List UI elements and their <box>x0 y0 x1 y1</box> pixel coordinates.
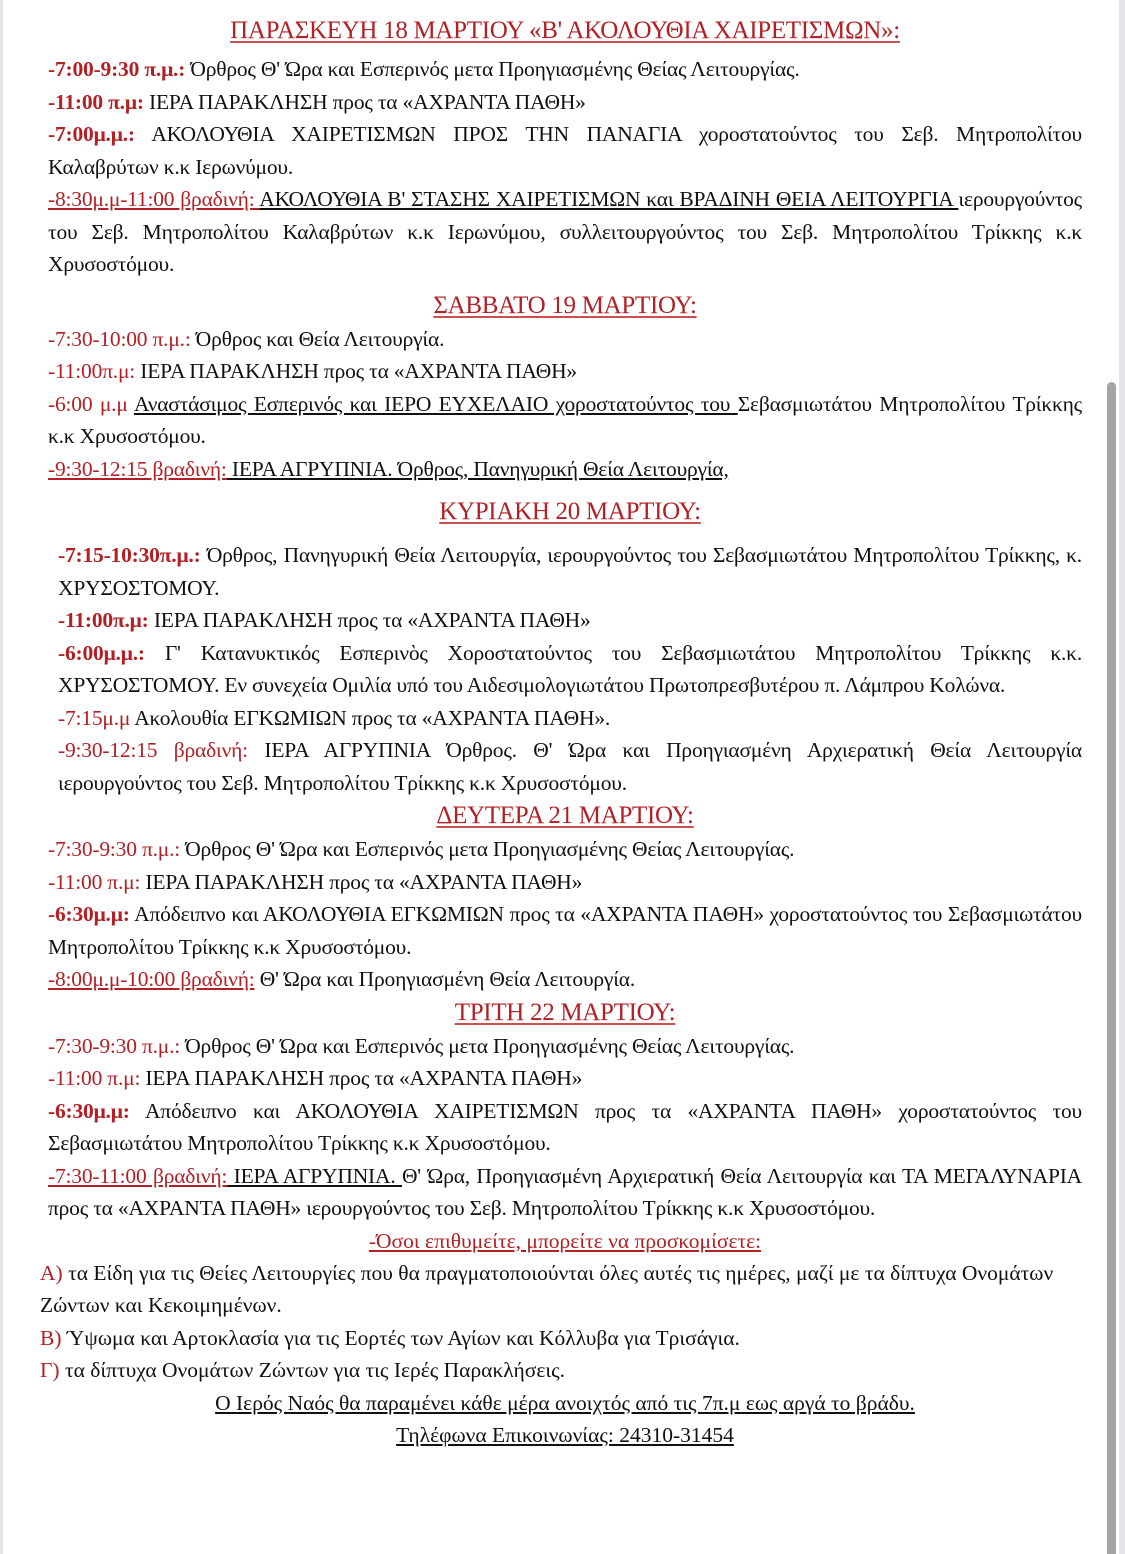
schedule-entry <box>48 833 1082 866</box>
entry-text: Απόδειπνο και ΑΚΟΛΟΥΘΙΑ ΕΓΚΩΜΙΩΝ προς τα «ΑΧΡΑΝΤΑ ΠΑΘΗ» χοροστατούντος του Σεβασμιωτάτου Μητροπολίτου Τρίκκης κ.κ Χρυσοστόμου. <box>48 902 1082 959</box>
offerings-title: -Όσοι επιθυμείτε, μπορείτε να προσκομίσετε: <box>368 1228 762 1253</box>
schedule-entry <box>58 637 1082 702</box>
entry-text: Όρθρος, Πανηγυρική Θεία Λειτουργία, ιερουργούντος του Σεβασμιωτάτου Μητροπολίτου Τρίκκης, κ. ΧΡΥΣΟΣΤΟΜΟΥ. <box>58 543 1082 600</box>
entry-time: -7:30-10:00 π.μ.: <box>48 326 191 351</box>
entry-text-underlined: ΙΕΡΑ ΑΓΡΥΠΝΙΑ. <box>227 1163 402 1188</box>
entry-time: -11:00 π.μ: <box>48 869 141 894</box>
schedule-entry <box>48 898 1082 963</box>
entry-time: -7:30-11:00 βραδινή: <box>48 1163 228 1188</box>
document-footer <box>48 1387 1082 1452</box>
schedule-entry <box>58 702 1082 735</box>
schedule-entry <box>48 118 1082 183</box>
entry-time: -7:30-9:30 π.μ.: <box>48 837 181 861</box>
entry-time: -9:30-12:15 βραδινή: <box>58 738 248 762</box>
item-text: Ύψωμα και Αρτοκλασία για τις Εορτές των Αγίων και Κόλλυβα για Τρισάγια. <box>61 1325 740 1350</box>
day-heading: ΠΑΡΑΣΚΕΥΗ 18 ΜΑΡΤΙΟΥ «Β' ΑΚΟΛΟΥΘΙΑ ΧΑΙΡΕΤΙΣΜΩΝ»: <box>230 17 900 44</box>
entry-text: ΙΕΡΑ ΠΑΡΑΚΛΗΣΗ προς τα «ΑΧΡΑΝΤΑ ΠΑΘΗ» <box>143 89 586 114</box>
schedule-entry <box>48 453 1082 486</box>
entry-time: -8:30μ.μ-11:00 βραδινή: <box>48 187 260 211</box>
offering-item <box>40 1257 1082 1322</box>
entry-time: -7:15-10:30π.μ.: <box>58 543 201 567</box>
schedule-entry <box>48 1030 1082 1063</box>
entry-text: ΙΕΡΑ ΠΑΡΑΚΛΗΣΗ προς τα «ΑΧΡΑΝΤΑ ΠΑΘΗ» <box>148 608 591 632</box>
entry-text: ΙΕΡΑ ΠΑΡΑΚΛΗΣΗ προς τα «ΑΧΡΑΝΤΑ ΠΑΘΗ» <box>140 1066 583 1090</box>
entry-text-underlined: ΑΚΟΛΟΥΘΙΑ Β' ΣΤΑΣΗΣ ΧΑΙΡΕΤΙΣΜΩΝ και ΒΡΑΔΙΝΗ ΘΕΙΑ ΛΕΙΤΟΥΡΓΙΑ <box>259 187 959 211</box>
day-heading: ΔΕΥΤΕΡΑ 21 ΜΑΡΤΙΟΥ: <box>436 802 694 829</box>
entry-text: Όρθρος Θ' Ώρα και Εσπερινός μετα Προηγιασμένης Θείας Λειτουργίας. <box>185 57 800 81</box>
entry-time: -7:00-9:30 π.μ.: <box>48 57 186 81</box>
entry-text: ΙΕΡΑ ΠΑΡΑΚΛΗΣΗ προς τα «ΑΧΡΑΝΤΑ ΠΑΘΗ» <box>135 359 577 383</box>
day-section-monday <box>48 799 1082 996</box>
entry-time: -11:00 π.μ: <box>48 1066 141 1090</box>
vertical-scrollbar[interactable] <box>1107 382 1116 1554</box>
item-text: τα δίπτυχα Ονομάτων Ζώντων για τις Ιερές Παρακλήσεις. <box>59 1358 566 1382</box>
day-heading: ΣΑΒΒΑΤΟ 19 ΜΑΡΤΙΟΥ: <box>433 291 697 319</box>
entry-time: -6:30μ.μ: <box>48 902 130 926</box>
entry-text: Απόδειπνο και ΑΚΟΛΟΥΘΙΑ ΧΑΙΡΕΤΙΣΜΩΝ προς τα «ΑΧΡΑΝΤΑ ΠΑΘΗ» χοροστατούντος του Σεβασμιωτάτου Μητροπολίτου Τρίκκης κ.κ Χρυσοστόμου. <box>48 1098 1082 1155</box>
opening-hours-note: Ο Ιερός Ναός θα παραμένει κάθε μέρα ανοιχτός από τις 7π.μ εως αργά το βράδυ. <box>215 1390 915 1415</box>
offering-item <box>40 1322 1082 1355</box>
entry-text: ΑΚΟΛΟΥΘΙΑ ΧΑΙΡΕΤΙΣΜΩΝ ΠΡΟΣ ΤΗΝ ΠΑΝΑΓΙΑ χοροστατούντος του Σεβ. Μητροπολίτου Καλαβρύτων κ.κ Ιερωνύμου. <box>48 122 1082 179</box>
schedule-entry <box>48 323 1082 356</box>
entry-text-underlined: ΙΕΡΑ ΑΓΡΥΠΝΙΑ. Όρθρος, Πανηγυρική Θεία Λειτουργία, <box>226 456 729 481</box>
schedule-entry <box>58 734 1082 799</box>
entry-text: Όρθρος και Θεία Λειτουργία. <box>190 326 445 351</box>
entry-text: Ακολουθία ΕΓΚΩΜΙΩΝ προς τα «ΑΧΡΑΝΤΑ ΠΑΘΗ». <box>130 705 611 730</box>
entry-time: -11:00π.μ: <box>58 608 149 632</box>
entry-time: -11:00 π.μ: <box>48 89 144 114</box>
schedule-entry <box>48 183 1082 281</box>
entry-text: ΙΕΡΑ ΑΓΡΥΠΝΙΑ Όρθρος. Θ' Ώρα και Προηγιασμένη Αρχιερατική Θεία Λειτουργία ιερουργούντος του Σεβ. Μητροπολίτου Τρίκκης κ.κ Χρυσοστόμου. <box>58 738 1082 795</box>
item-letter: Γ) <box>40 1358 60 1382</box>
schedule-entry <box>48 866 1082 899</box>
entry-time: -8:00μ.μ-10:00 βραδινή: <box>48 967 255 991</box>
schedule-entry <box>58 604 1082 637</box>
schedule-entry <box>48 963 1082 996</box>
entry-time: -7:00μ.μ.: <box>48 122 135 146</box>
day-heading: ΚΥΡΙΑΚΗ 20 ΜΑΡΤΙΟΥ: <box>439 498 701 525</box>
entry-time: -7:30-9:30 π.μ.: <box>48 1033 181 1058</box>
entry-text: ΙΕΡΑ ΠΑΡΑΚΛΗΣΗ προς τα «ΑΧΡΑΝΤΑ ΠΑΘΗ» <box>140 869 583 894</box>
offering-item <box>40 1354 1082 1387</box>
entry-time: -9:30-12:15 βραδινή: <box>48 456 227 481</box>
entry-time: -6:00 μ.μ <box>48 391 134 416</box>
entry-text-underlined: Αναστάσιμος Εσπερινός και ΙΕΡΟ ΕΥΧΕΛΑΙΟ χοροστατούντος του <box>133 391 738 416</box>
entry-text: Γ' Κατανυκτικός Εσπερινὸς Χοροστατούντος του Σεβασμιωτάτου Μητροπολίτου Τρίκκης κ.κ. ΧΡΥΣΟΣΤΟΜΟΥ. Εν συνεχεία Ομιλία υπό του Αιδεσιμολογιωτάτου Πρωτοπρεσβυτέρου π. Λάμπρου Κολώνα. <box>58 640 1082 697</box>
schedule-entry <box>48 1095 1082 1160</box>
schedule-entry <box>48 1062 1082 1095</box>
schedule-entry <box>48 355 1082 388</box>
day-heading: ΤΡΙΤΗ 22 ΜΑΡΤΙΟΥ: <box>454 998 676 1026</box>
entry-text: Θ' Ώρα και Προηγιασμένη Θεία Λειτουργία. <box>254 967 636 991</box>
entry-text: ιερουργούντος του Σεβ. Μητροπολίτου Καλαβρύτων κ.κ Ιερωνύμου, συλλειτουργούντος του Σεβ. Μητροπολίτου Τρίκκης κ.κ Χρυσοστόμου. <box>48 187 1082 276</box>
schedule-entry <box>48 1160 1082 1225</box>
day-section-tuesday <box>48 996 1082 1225</box>
item-letter: Α) <box>40 1260 63 1285</box>
viewer-left-edge <box>0 0 3 1554</box>
schedule-entry <box>58 539 1082 604</box>
contact-phone: Τηλέφωνα Επικοινωνίας: 24310-31454 <box>396 1423 734 1447</box>
entry-text: Θ' Ώρα, Προηγιασμένη Αρχιερατική Θεία Λειτουργία και ΤΑ ΜΕΓΑΛΥΝΑΡΙΑ προς τα «ΑΧΡΑΝΤΑ ΠΑΘΗ» ιερουργούντος του Σεβ. Μητροπολίτου Τρίκκης κ.κ Χρυσοστόμου. <box>48 1163 1082 1220</box>
day-section-friday <box>48 14 1082 281</box>
schedule-entry <box>48 86 1082 119</box>
entry-text: Όρθρος Θ' Ώρα και Εσπερινός μετα Προηγιασμένης Θείας Λειτουργίας. <box>180 1033 795 1058</box>
offerings-section <box>40 1225 1082 1387</box>
item-letter: Β) <box>40 1325 62 1350</box>
item-text: τα Είδη για τις Θείες Λειτουργίες που θα πραγματοποιούνται όλες αυτές τις ημέρες, μαζί με τα δίπτυχα Ονομάτων Ζώντων και Κεκοιμημένων. <box>40 1260 1054 1317</box>
day-section-sunday <box>48 495 1082 799</box>
entry-time: -11:00π.μ: <box>48 359 136 383</box>
entry-text: Σεβασμιωτάτου Μητροπολίτου Τρίκκης κ.κ Χρυσοστόμου. <box>48 391 1082 448</box>
schedule-entry <box>48 53 1082 86</box>
schedule-entry <box>48 388 1082 453</box>
viewer-right-edge <box>1119 0 1125 1554</box>
entry-time: -6:30μ.μ: <box>48 1098 130 1123</box>
entry-time: -6:00μ.μ.: <box>58 640 145 665</box>
day-section-saturday <box>48 289 1082 486</box>
entry-text: Όρθρος Θ' Ώρα και Εσπερινός μετα Προηγιασμένης Θείας Λειτουργίας. <box>180 837 795 861</box>
entry-time: -7:15μ.μ <box>58 705 131 730</box>
schedule-document <box>40 14 1082 1452</box>
